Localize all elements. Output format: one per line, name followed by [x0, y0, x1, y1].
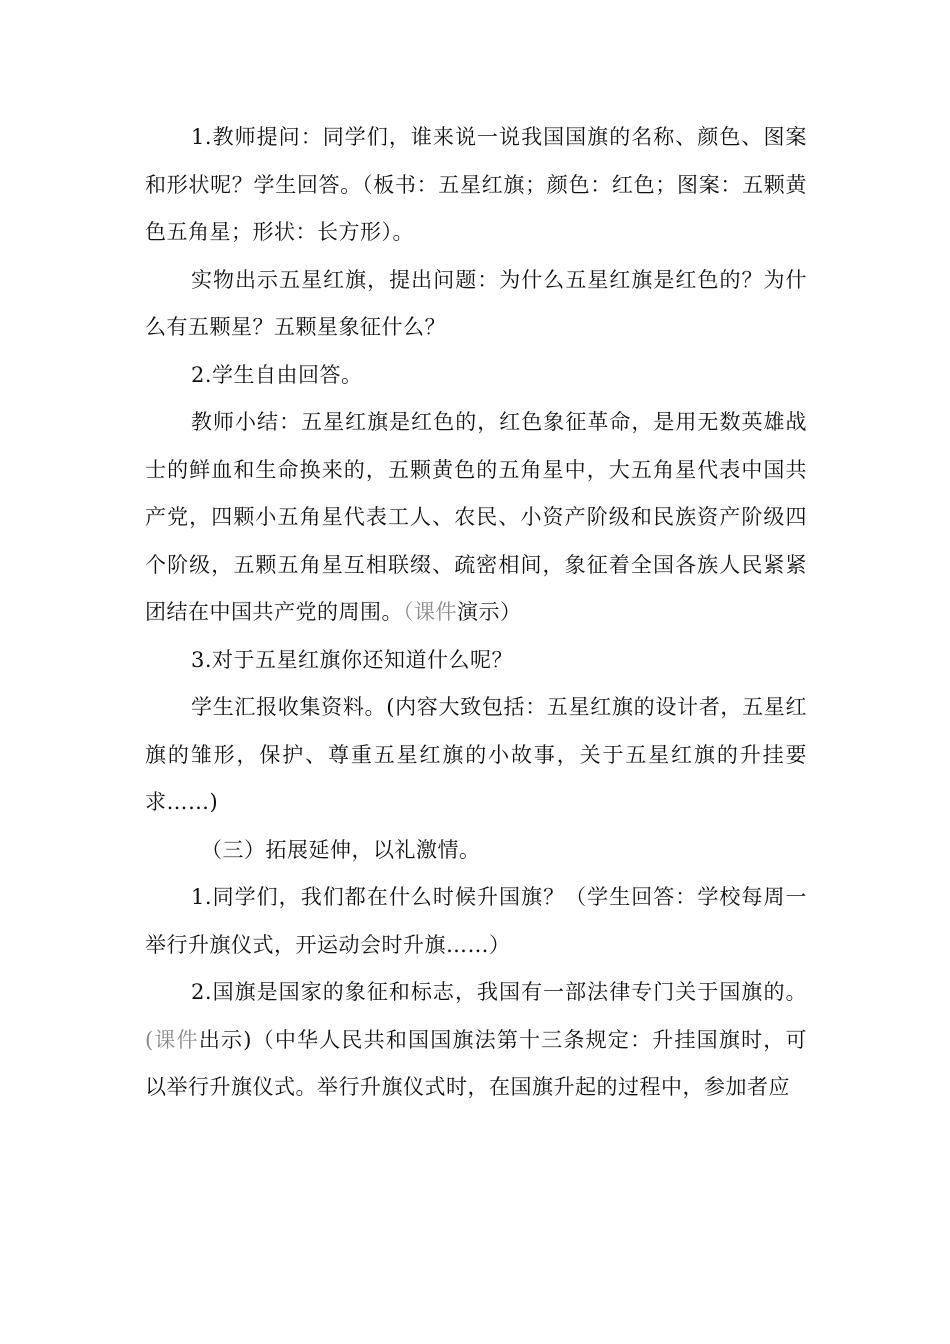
document-body — [145, 114, 807, 1112]
text-segment: 演示） — [457, 600, 522, 624]
paragraph-show-flag — [145, 257, 807, 352]
text-segment: 2.学生自由回答。 — [191, 362, 363, 387]
section-heading-extension — [145, 827, 807, 875]
paragraph-question-3 — [145, 637, 807, 685]
text-segment: 教师小结：五星红旗是红色的，红色象征革命，是用无数英雄战士的鲜血和生命换来的，五颗黄色的五角星中，大五角星代表中国共产党，四颗小五角星代表工人、农民、小资产阶级和民族资产阶级四个阶级，五颗五角星互相联缀、疏密相间，象征着全国各族人民紧紧团结在中国共产党的周围。 — [145, 410, 807, 624]
text-segment-courseware: （课件 — [403, 600, 457, 624]
paragraph-student-answer — [145, 352, 807, 400]
paragraph-teacher-question — [145, 114, 807, 257]
paragraph-flag-law — [145, 969, 807, 1112]
paragraph-student-report — [145, 684, 807, 827]
text-segment: 学生汇报收集资料。(内容大致包括：五星红旗的设计者，五星红旗的雏形，保护、尊重五星红旗的小故事，关于五星红旗的升挂要求……) — [145, 695, 807, 814]
text-segment: （三）拓展延伸，以礼激情。 — [201, 837, 481, 862]
paragraph-raise-flag-question — [145, 874, 807, 969]
paragraph-teacher-summary — [145, 399, 807, 637]
text-segment: 实物出示五星红旗，提出问题：为什么五星红旗是红色的？为什么有五颗星？五颗星象征什么？ — [145, 267, 807, 339]
text-segment: 1.教师提问：同学们，谁来说一说我国国旗的名称、颜色、图案和形状呢？学生回答。（板书：五星红旗；颜色：红色；图案：五颗黄色五角星；形状：长方形）。 — [145, 125, 807, 244]
text-segment-courseware: (课件 — [145, 1027, 199, 1052]
text-segment: 3.对于五星红旗你还知道什么呢？ — [191, 647, 514, 672]
text-segment: 2.国旗是国家的象征和标志，我国有一部法律专门关于国旗的。 — [191, 980, 807, 1004]
text-segment: 出示)（中华人民共和国国旗法第十三条规定：升挂国旗时，可以举行升旗仪式。举行升旗仪式时，在国旗升起的过程中，参加者应 — [145, 1027, 807, 1099]
text-segment: 1.同学们，我们都在什么时候升国旗？（学生回答：学校每周一举行升旗仪式，开运动会时升旗……） — [145, 885, 807, 957]
